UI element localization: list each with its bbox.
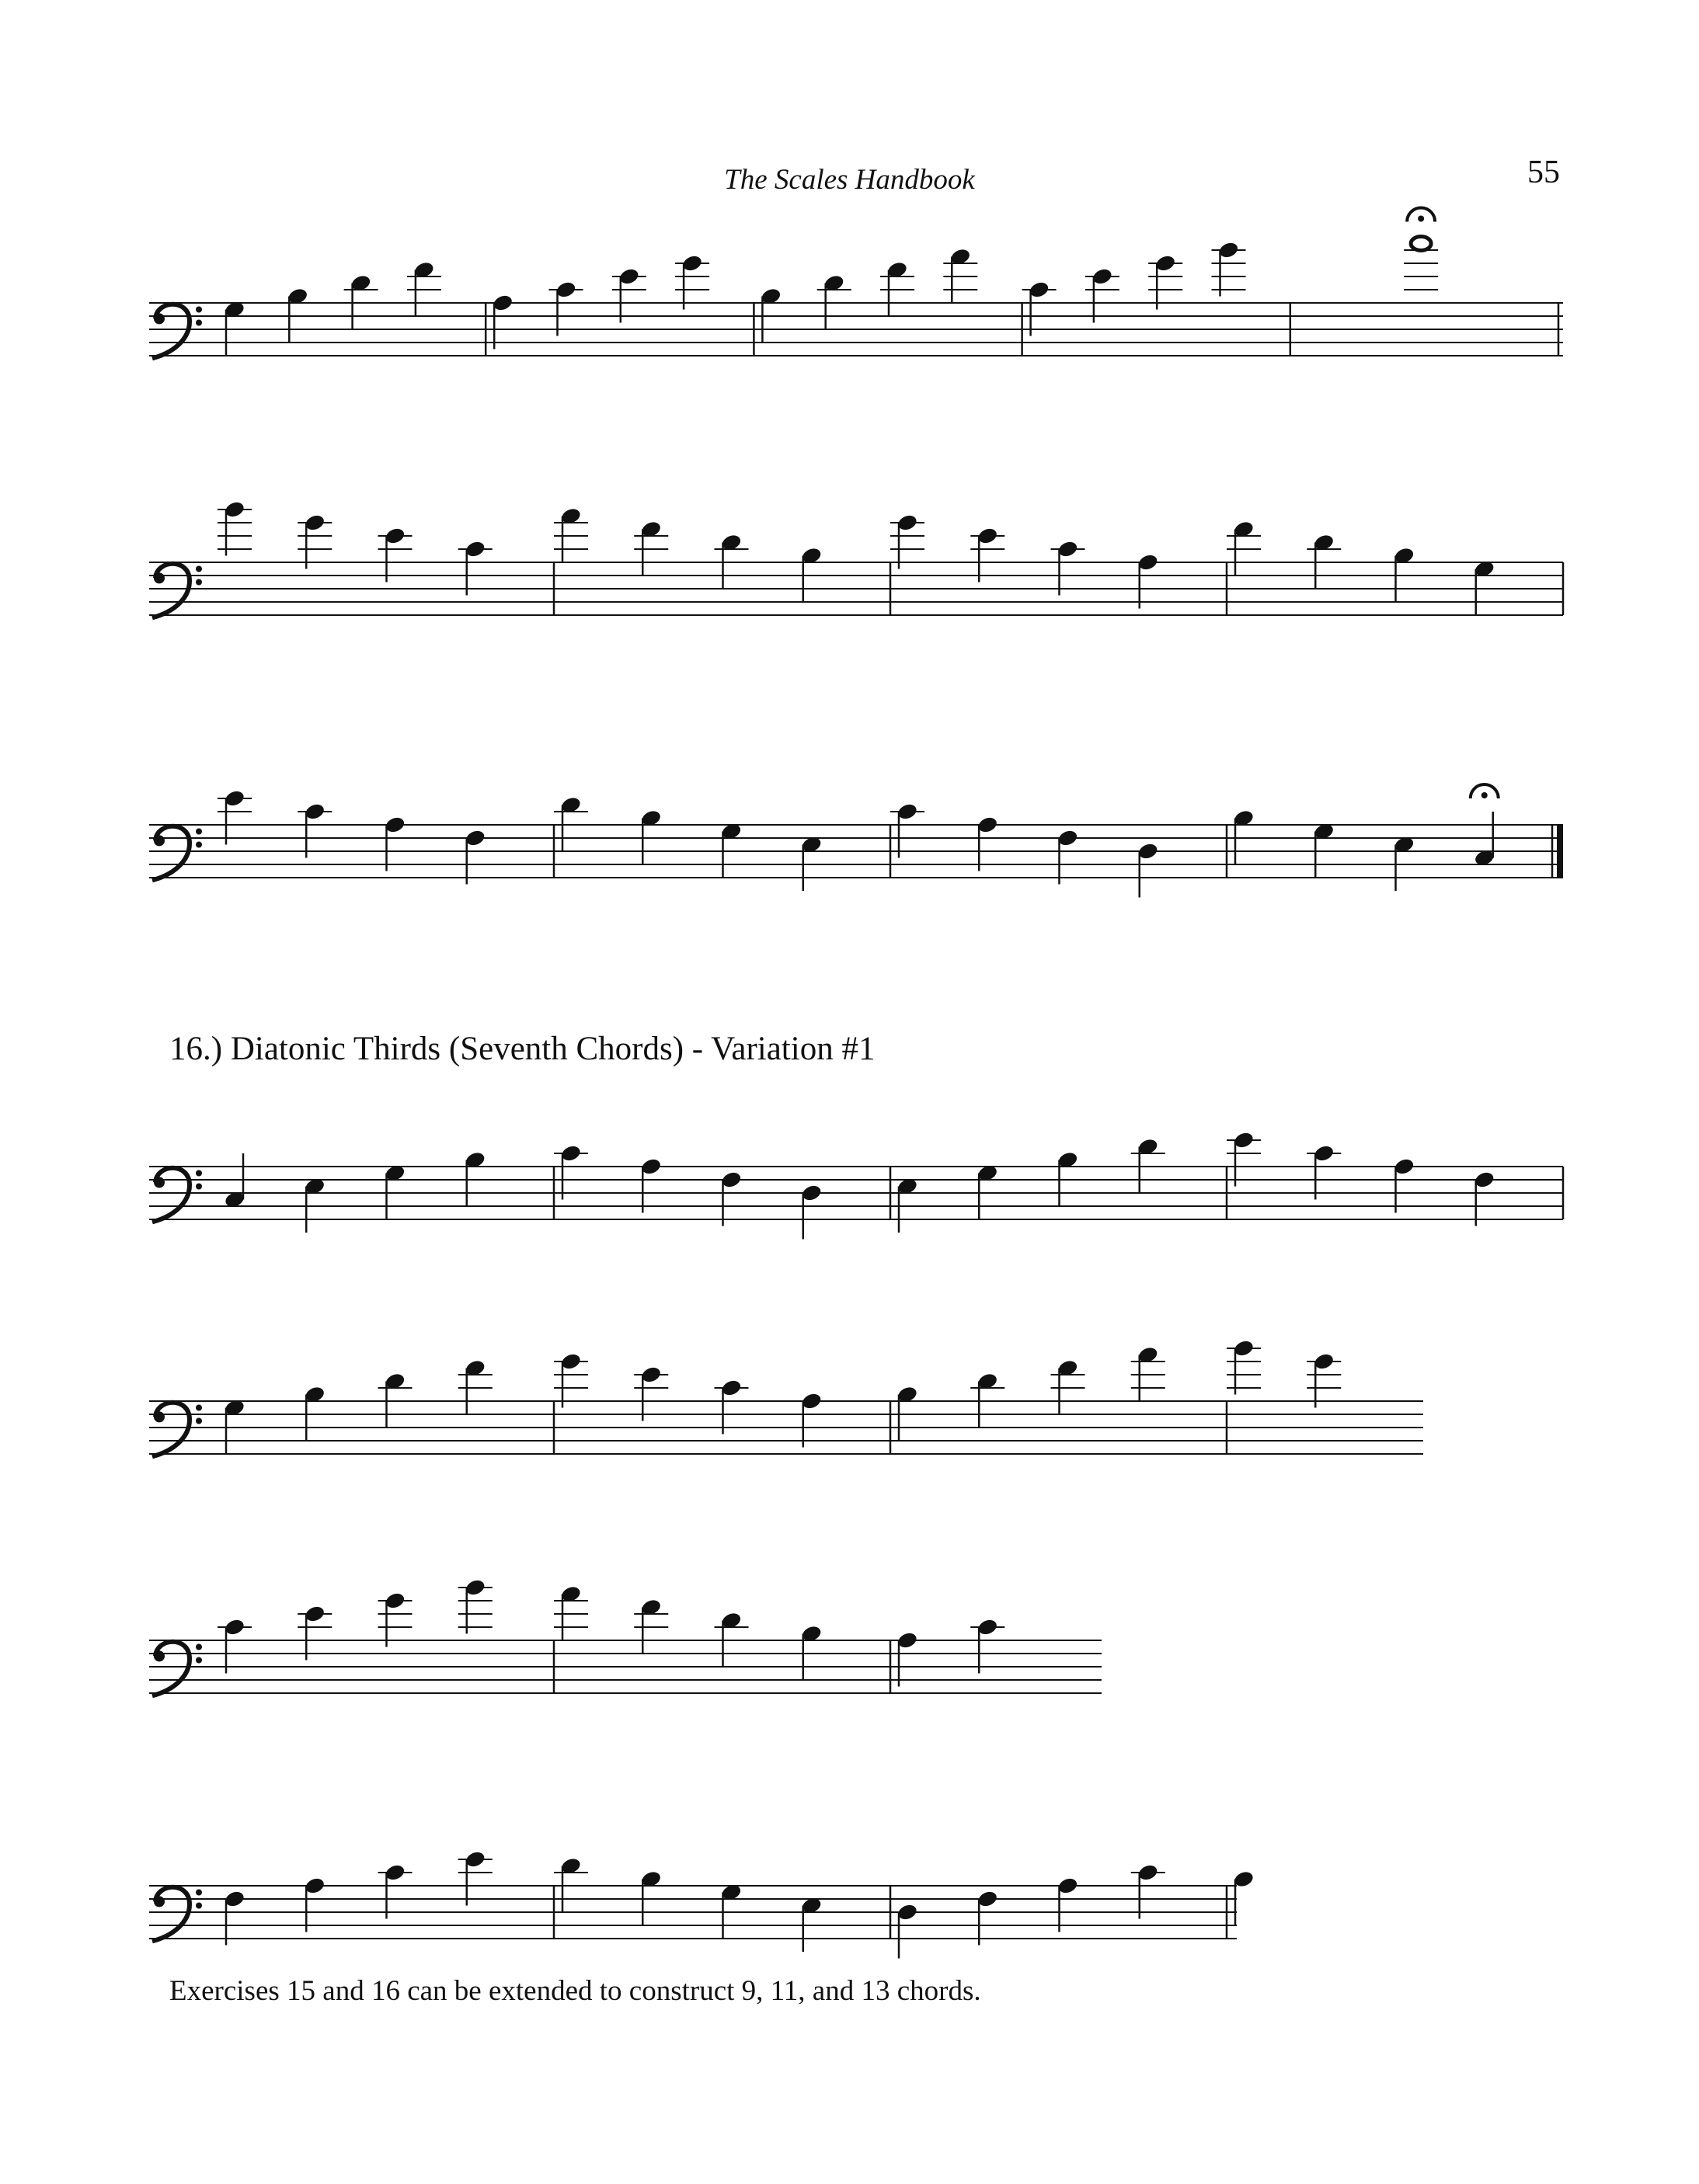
- note: [384, 1163, 406, 1219]
- note: [218, 500, 252, 556]
- note: [378, 1591, 413, 1647]
- note: [458, 1850, 493, 1906]
- note: [344, 273, 378, 329]
- note: [1471, 784, 1499, 868]
- note: [458, 1358, 493, 1414]
- bass-clef-icon: [152, 564, 202, 618]
- note: [675, 254, 709, 310]
- exercise-title: 16.) Diatonic Thirds (Seventh Chords) - Variation #1: [169, 1031, 876, 1067]
- note: [298, 1605, 332, 1661]
- page-number: 55: [1527, 155, 1560, 190]
- note: [554, 1584, 588, 1640]
- note: [1022, 280, 1057, 336]
- note: [1473, 559, 1495, 615]
- note: [218, 1618, 252, 1674]
- note: [378, 527, 413, 583]
- note: [218, 789, 252, 845]
- note: [549, 280, 583, 336]
- note: [1137, 553, 1159, 609]
- note: [224, 1153, 246, 1209]
- note: [800, 546, 823, 602]
- note: [880, 260, 914, 316]
- note: [897, 1631, 919, 1687]
- note: [970, 1618, 1004, 1674]
- note: [554, 1352, 588, 1408]
- note: [1131, 1345, 1165, 1401]
- note: [224, 300, 246, 356]
- bass-clef-icon: [152, 1168, 202, 1222]
- note: [1148, 254, 1182, 310]
- note: [800, 1624, 823, 1680]
- note: [640, 1157, 663, 1213]
- note: [1233, 809, 1255, 864]
- note: [1051, 540, 1085, 596]
- note: [1131, 1863, 1165, 1919]
- note: [1227, 1339, 1261, 1395]
- note: [554, 1144, 588, 1200]
- note: [890, 513, 924, 569]
- note: [1307, 1352, 1341, 1408]
- note: [554, 795, 588, 851]
- note: [464, 829, 486, 885]
- note: [715, 1611, 749, 1667]
- note: [977, 816, 999, 871]
- fermata-icon: [1407, 208, 1435, 222]
- note: [760, 287, 782, 343]
- note: [977, 1163, 999, 1219]
- note: [1313, 822, 1335, 878]
- note: [634, 520, 668, 576]
- note: [640, 1869, 663, 1925]
- note: [897, 1177, 919, 1233]
- note: [800, 835, 823, 891]
- bass-clef-icon: [152, 1887, 202, 1942]
- fermata-icon: [1471, 784, 1499, 798]
- note: [1404, 208, 1438, 290]
- note: [458, 1578, 493, 1634]
- note: [378, 1863, 413, 1919]
- note: [800, 1184, 823, 1240]
- note: [943, 247, 977, 303]
- note: [897, 1385, 919, 1441]
- note: [720, 1883, 743, 1939]
- note: [1057, 1150, 1079, 1206]
- note: [715, 533, 749, 589]
- note: [1227, 1131, 1261, 1187]
- note: [1233, 1869, 1255, 1925]
- note: [612, 267, 646, 323]
- note: [384, 816, 406, 871]
- note: [298, 802, 332, 858]
- note: [378, 1372, 413, 1428]
- note: [897, 1903, 919, 1959]
- note: [1212, 241, 1246, 297]
- note: [287, 287, 309, 343]
- note: [634, 1365, 668, 1421]
- note: [554, 1856, 588, 1912]
- note: [492, 294, 514, 350]
- note: [1057, 1876, 1079, 1932]
- note: [720, 822, 743, 878]
- note: [800, 1896, 823, 1952]
- note: [407, 260, 441, 316]
- footnote: Exercises 15 and 16 can be extended to construct 9, 11, and 13 chords.: [169, 1975, 981, 2007]
- note: [1473, 1170, 1495, 1226]
- note: [1393, 835, 1415, 891]
- note: [715, 1379, 749, 1435]
- note: [1051, 1358, 1085, 1414]
- note: [890, 802, 924, 858]
- note: [970, 527, 1004, 583]
- note: [1085, 267, 1119, 323]
- bass-clef-icon: [152, 1403, 202, 1457]
- note: [298, 513, 332, 569]
- note: [640, 809, 663, 864]
- note: [1131, 1137, 1165, 1193]
- note: [817, 273, 851, 329]
- note: [1137, 842, 1159, 898]
- note: [304, 1385, 326, 1441]
- bass-clef-icon: [152, 826, 202, 881]
- note: [458, 540, 493, 596]
- bass-clef-icon: [152, 304, 202, 359]
- note: [224, 1398, 246, 1454]
- running-title: The Scales Handbook: [724, 164, 975, 196]
- note: [224, 1890, 246, 1946]
- note: [720, 1170, 743, 1226]
- note: [634, 1598, 668, 1654]
- bass-clef-icon: [152, 1642, 202, 1696]
- note: [970, 1372, 1004, 1428]
- note: [1393, 1157, 1415, 1213]
- note: [304, 1177, 326, 1233]
- note: [1393, 546, 1415, 602]
- note: [304, 1876, 326, 1932]
- note: [1307, 1144, 1341, 1200]
- note: [800, 1392, 823, 1448]
- note: [464, 1150, 486, 1206]
- note: [1307, 533, 1341, 589]
- note: [1057, 829, 1079, 885]
- note: [977, 1890, 999, 1946]
- note: [1227, 520, 1261, 576]
- note: [554, 506, 588, 562]
